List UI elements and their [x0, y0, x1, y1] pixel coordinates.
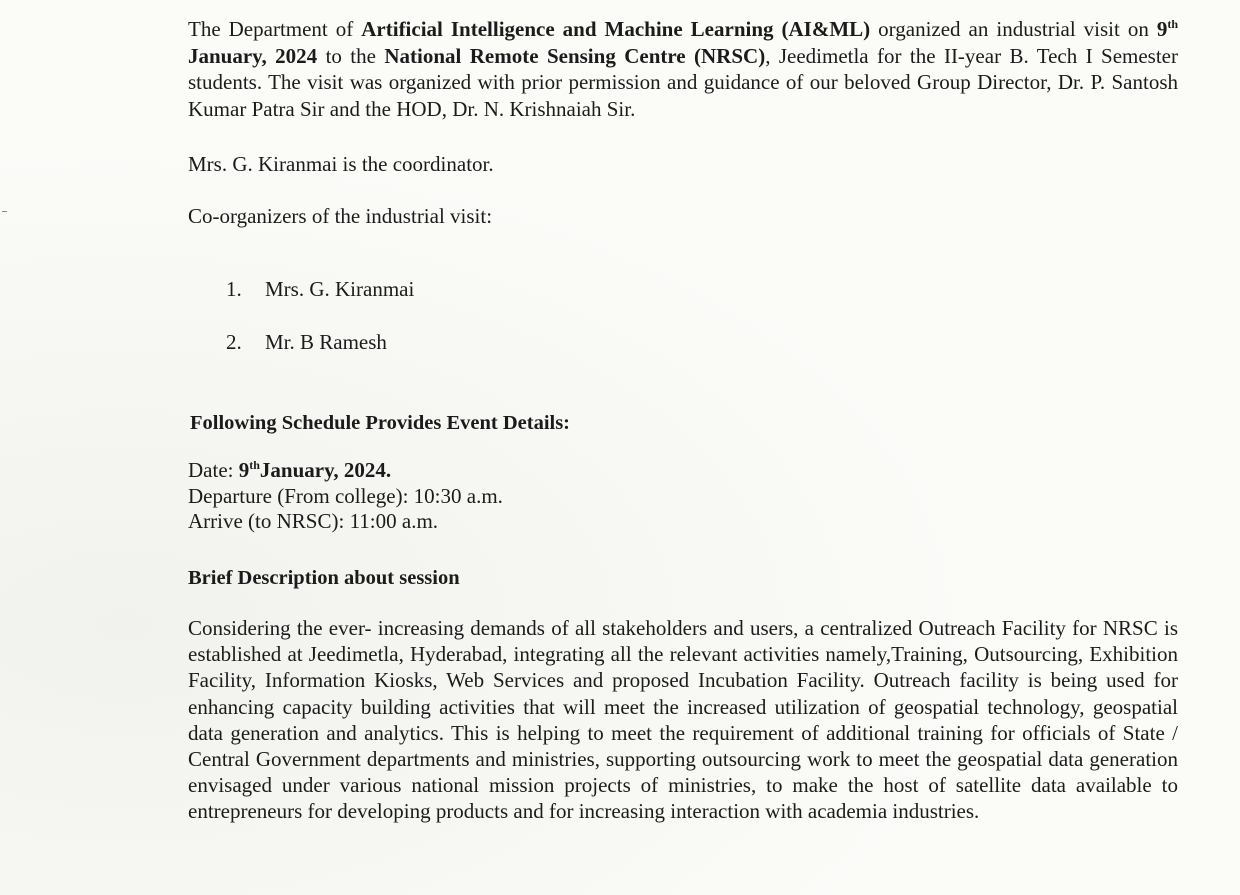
visit-date-day: 9 — [1156, 17, 1168, 41]
schedule-heading: Following Schedule Provides Event Details: — [190, 412, 571, 434]
intro-text-1: The Department of — [188, 17, 362, 41]
department-name: Artificial Intelligence and Machine Learning (AI&ML) — [361, 17, 871, 41]
date-label: Date: — [188, 458, 239, 482]
list-item — [226, 276, 414, 329]
list-number: 1. — [226, 277, 242, 301]
centre-name: National Remote Sensing Centre (NRSC) — [384, 43, 766, 68]
schedule-details — [188, 458, 1178, 535]
list-number: 2. — [226, 330, 242, 354]
coorganizers-list — [226, 276, 414, 382]
coorganizer-name: Mrs. G. Kiranmai — [265, 277, 415, 301]
date-day: 9 — [238, 458, 250, 482]
brief-heading: Brief Description about session — [188, 567, 460, 589]
intro-text-3: to the — [317, 43, 385, 68]
date-value — [239, 458, 391, 482]
date-suffix: th — [249, 458, 260, 472]
schedule-date — [188, 458, 1178, 484]
scan-mark — [2, 211, 7, 212]
schedule-arrival: Arrive (to NRSC): 11:00 a.m. — [188, 509, 439, 533]
date-rest: January, 2024. — [259, 458, 392, 482]
schedule-departure: Departure (From college): 10:30 a.m. — [188, 483, 503, 508]
coordinator-line: Mrs. G. Kiranmai is the coordinator. — [188, 152, 494, 176]
visit-date-rest: January, 2024 — [188, 43, 318, 68]
intro-paragraph — [188, 16, 1178, 122]
intro-text-2: organized an industrial visit on — [870, 17, 1157, 41]
brief-description: Considering the ever- increasing demands of all stakeholders and users, a centralized Outreach Facility for NRSC is established at Jeedimetla, Hyderabad, integrating all the relevant activities namely,Training, Outsourcing, Exhibition Facility, Information Kiosks, Web Services and proposed Incubation Facility. Outreach facility is being used for enhancing capacity building activities that will meet the increased utilization of geospatial technology, geospatial data generation and analytics. This is helping to meet the requirement of additional training for officials of State / Central Government departments and ministries, supporting outsourcing work to meet the geospatial data generation envisaged under various national mission projects of ministries, to make the host of satellite data available to entrepreneurs for developing products and for increasing interaction with academia industries. — [188, 616, 1178, 824]
list-item — [226, 329, 414, 382]
coorganizers-heading: Co-organizers of the industrial visit: — [188, 204, 493, 228]
intro-text-4: , Jeedimetla for the II-year B. Tech I Semester students. The visit was organized with prior permission and guidance of our beloved Group Director, Dr. P. Santosh Kumar Patra Sir and the HOD, Dr. N. Krishnaiah Sir. — [188, 43, 1178, 121]
visit-date-suffix: th — [1167, 17, 1178, 31]
coorganizer-name: Mr. B Ramesh — [265, 330, 387, 354]
